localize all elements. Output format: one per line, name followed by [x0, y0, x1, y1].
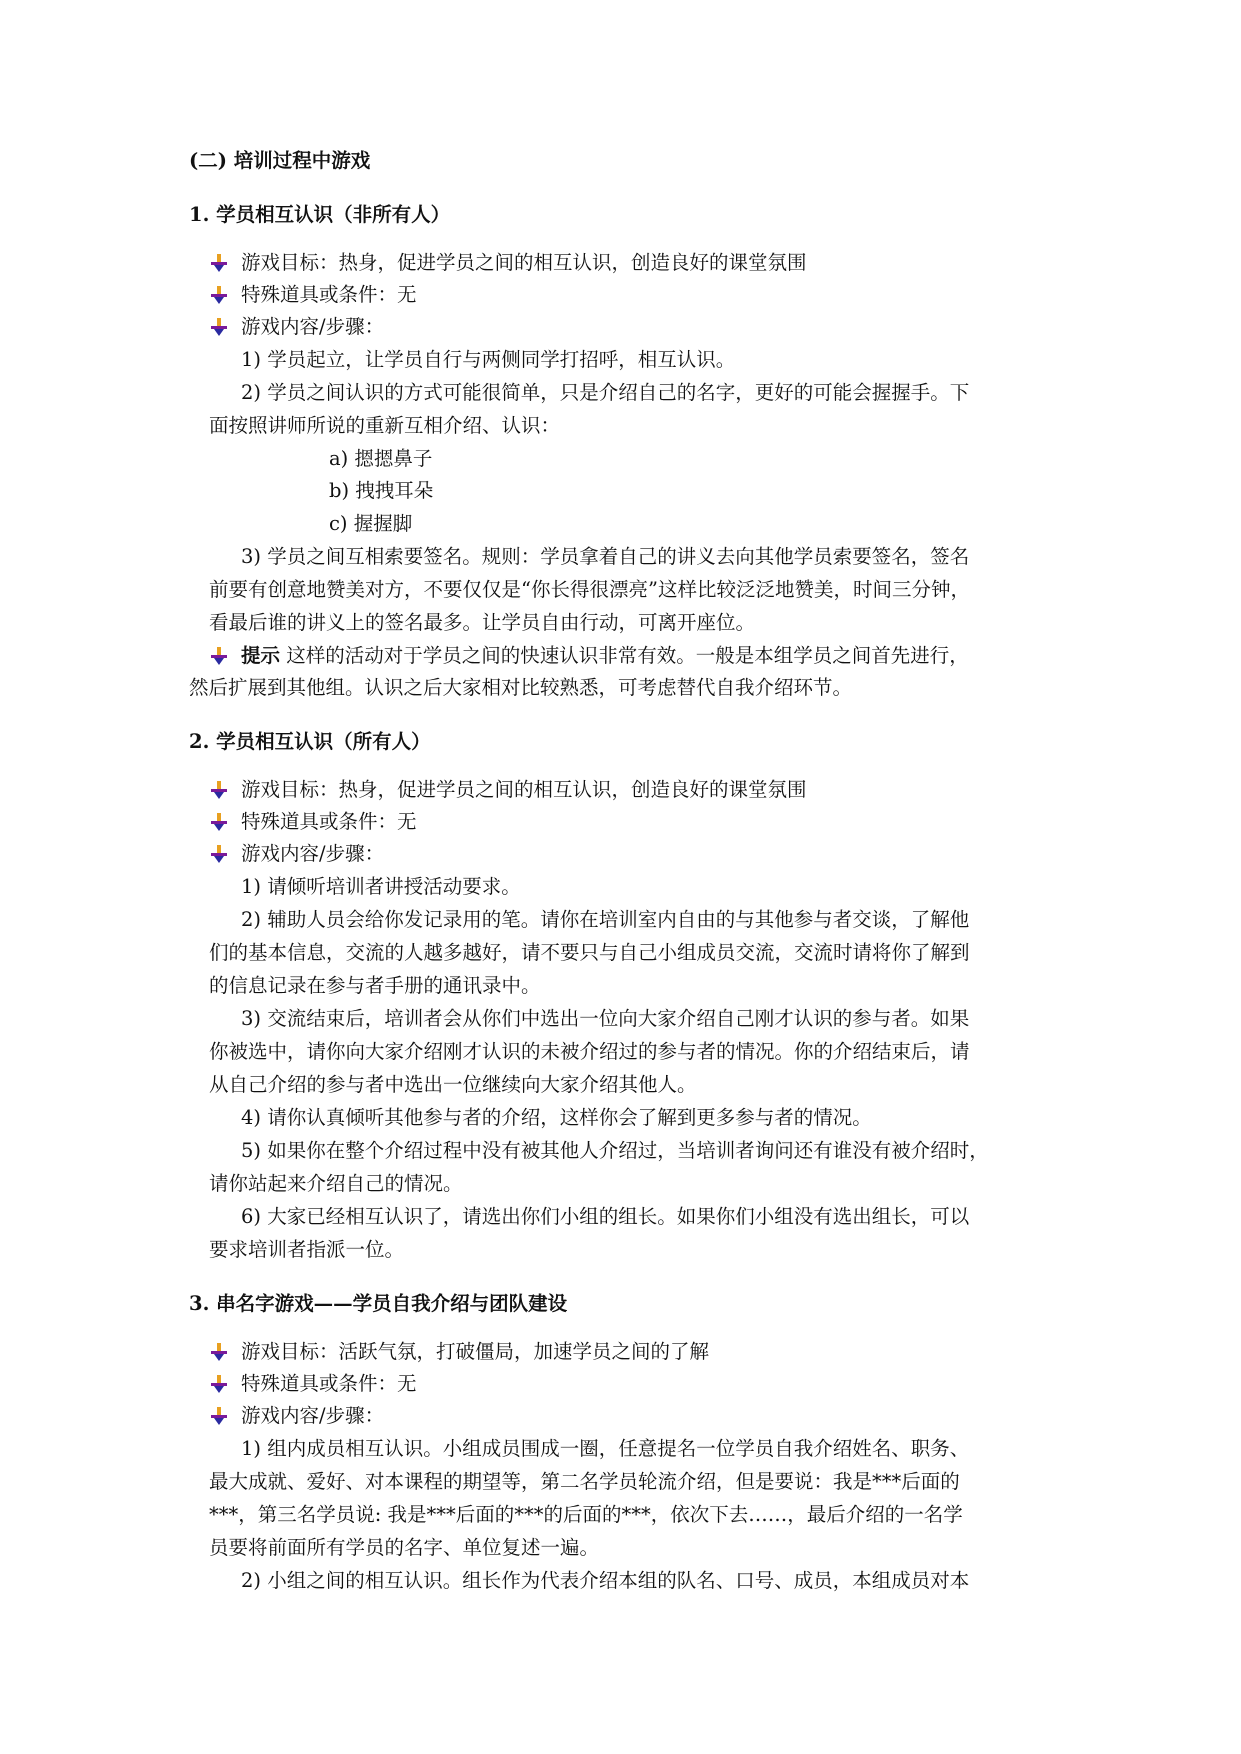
game-3-step: 最大成就、爱好、对本课程的期望等，第二名学员轮流介绍，但是要说：我是***后面的: [209, 1470, 960, 1493]
game-2-step: 要求培训者指派一位。: [209, 1238, 405, 1261]
down-arrow-bullet-icon: [209, 780, 229, 800]
game-3-bullet-props: 特殊道具或条件：无: [241, 1372, 417, 1395]
game-1-bullet-goal: 游戏目标：热身，促进学员之间的相互认识，创造良好的课堂氛围: [241, 251, 807, 274]
down-arrow-bullet-icon: [209, 285, 229, 305]
game-1-bullet-props: 特殊道具或条件：无: [241, 283, 417, 306]
game-2-step: 你被选中，请你向大家介绍刚才认识的未被介绍过的参与者的情况。你的介绍结束后，请: [209, 1040, 970, 1063]
game-1-substep: b) 拽拽耳朵: [329, 479, 434, 502]
game-2-step: 从自己介绍的参与者中选出一位继续向大家介绍其他人。: [209, 1073, 697, 1096]
game-1-step: 前要有创意地赞美对方，不要仅仅是“你长得很漂亮”这样比较泛泛地赞美，时间三分钟，: [209, 578, 970, 601]
game-1-step: 3) 学员之间互相索要签名。规则：学员拿着自己的讲义去向其他学员索要签名，签名: [241, 545, 970, 568]
game-3-bullet-steps: 游戏内容/步骤：: [241, 1404, 385, 1427]
game-1-heading: 1. 学员相互认识（非所有人）: [189, 203, 451, 226]
game-1-tip: [241, 643, 969, 669]
game-2-heading: 2. 学员相互认识（所有人）: [189, 730, 431, 753]
game-2-step: 的信息记录在参与者手册的通讯录中。: [209, 974, 541, 997]
down-arrow-bullet-icon: [209, 1342, 229, 1362]
game-2-bullet-steps: 游戏内容/步骤：: [241, 842, 385, 865]
game-2-bullet-props: 特殊道具或条件：无: [241, 810, 417, 833]
game-3-step: 2) 小组之间的相互认识。组长作为代表介绍本组的队名、口号、成员，本组成员对本: [241, 1569, 970, 1592]
game-1-step: 看最后谁的讲义上的签名最多。让学员自由行动，可离开座位。: [209, 611, 756, 634]
down-arrow-bullet-icon: [209, 844, 229, 864]
down-arrow-bullet-icon: [209, 253, 229, 273]
down-arrow-bullet-icon: [209, 812, 229, 832]
down-arrow-bullet-icon: [209, 1374, 229, 1394]
game-2-step: 们的基本信息，交流的人越多越好，请不要只与自己小组成员交流，交流时请将你了解到: [209, 941, 970, 964]
section-title: (二) 培训过程中游戏: [189, 149, 371, 172]
game-2-step: 2) 辅助人员会给你发记录用的笔。请你在培训室内自由的与其他参与者交谈，了解他: [241, 908, 970, 931]
game-2-step: 请你站起来介绍自己的情况。: [209, 1172, 463, 1195]
game-2-bullet-goal: 游戏目标：热身，促进学员之间的相互认识，创造良好的课堂氛围: [241, 778, 807, 801]
game-1-tip-continued: 然后扩展到其他组。认识之后大家相对比较熟悉，可考虑替代自我介绍环节。: [189, 676, 853, 699]
game-2-step: 5) 如果你在整个介绍过程中没有被其他人介绍过，当培训者询问还有谁没有被介绍时，: [241, 1139, 989, 1162]
down-arrow-bullet-icon: [209, 646, 229, 666]
game-2-step: 4) 请你认真倾听其他参与者的介绍，这样你会了解到更多参与者的情况。: [241, 1106, 872, 1129]
tip-text: 这样的活动对于学员之间的快速认识非常有效。一般是本组学员之间首先进行，: [286, 644, 969, 667]
game-3-step: 1) 组内成员相互认识。小组成员围成一圈，任意提名一位学员自我介绍姓名、职务、: [241, 1437, 970, 1460]
game-1-step: 1) 学员起立，让学员自行与两侧同学打招呼，相互认识。: [241, 348, 736, 371]
game-1-bullet-steps: 游戏内容/步骤：: [241, 315, 385, 338]
game-3-step: ***，第三名学员说: 我是***后面的***的后面的***，依次下去……，最后介绍的一名学: [209, 1503, 963, 1526]
game-2-step: 3) 交流结束后，培训者会从你们中选出一位向大家介绍自己刚才认识的参与者。如果: [241, 1007, 970, 1030]
game-1-substep: a) 摁摁鼻子: [329, 447, 433, 470]
game-3-step: 员要将前面所有学员的名字、单位复述一遍。: [209, 1536, 600, 1559]
game-3-heading: 3. 串名字游戏——学员自我介绍与团队建设: [189, 1292, 568, 1315]
game-1-substep: c) 握握脚: [329, 512, 413, 535]
game-3-bullet-goal: 游戏目标：活跃气氛，打破僵局，加速学员之间的了解: [241, 1340, 710, 1363]
tip-label: 提示: [241, 644, 281, 667]
down-arrow-bullet-icon: [209, 1406, 229, 1426]
game-1-step: 面按照讲师所说的重新互相介绍、认识：: [209, 414, 561, 437]
game-2-step: 1) 请倾听培训者讲授活动要求。: [241, 875, 521, 898]
down-arrow-bullet-icon: [209, 317, 229, 337]
game-2-step: 6) 大家已经相互认识了，请选出你们小组的组长。如果你们小组没有选出组长，可以: [241, 1205, 970, 1228]
game-1-step: 2) 学员之间认识的方式可能很简单，只是介绍自己的名字，更好的可能会握握手。下: [241, 381, 970, 404]
